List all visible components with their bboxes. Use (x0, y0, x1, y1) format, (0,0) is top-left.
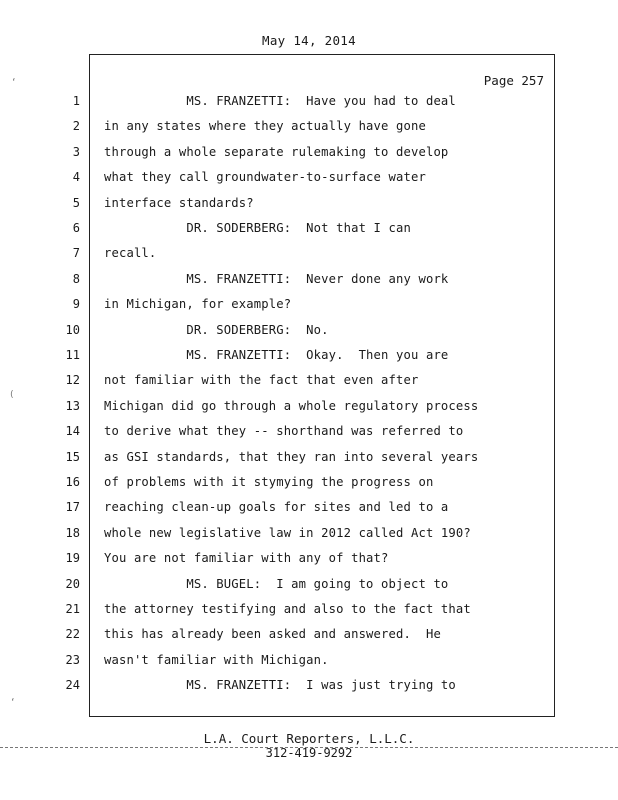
line-number: 22 (65, 627, 80, 642)
scan-speck: ‘ (11, 78, 17, 88)
line-text: of problems with it stymying the progress on (104, 475, 434, 489)
line-text: this has already been asked and answered. He (104, 627, 441, 642)
line-text: to derive what they -- shorthand was referred to (104, 424, 464, 439)
line-number: 20 (65, 576, 80, 591)
line-text: whole new legislative law in 2012 called Act 190? (104, 525, 471, 540)
line-number: 5 (72, 195, 80, 210)
line-text: MS. FRANZETTI: Never done any work (104, 271, 449, 286)
line-text: You are not familiar with any of that? (104, 551, 389, 566)
court-reporter-phone: 312-419-9292 (265, 746, 353, 760)
line-number: 11 (65, 348, 80, 362)
line-number: 6 (72, 221, 80, 235)
line-number: 9 (72, 297, 80, 312)
line-number: 10 (65, 322, 80, 337)
scan-speck: ‘ (10, 698, 16, 708)
line-text: as GSI standards, that they ran into several years (104, 449, 479, 464)
line-number: 16 (65, 475, 80, 489)
line-text: MS. FRANZETTI: Okay. Then you are (104, 348, 449, 362)
line-number: 18 (65, 525, 80, 540)
line-number: 24 (65, 678, 80, 693)
line-text: MS. FRANZETTI: I was just trying to (104, 678, 456, 693)
line-text: through a whole separate rulemaking to develop (104, 144, 449, 159)
line-text: reaching clean-up goals for sites and led to a (104, 500, 449, 515)
line-number: 14 (65, 424, 80, 439)
line-text: Michigan did go through a whole regulatory process (104, 398, 479, 413)
scan-speck: ( (9, 390, 15, 400)
court-reporter-name: L.A. Court Reporters, L.L.C. (203, 731, 415, 746)
line-text: DR. SODERBERG: Not that I can (104, 221, 411, 235)
line-number: 23 (65, 652, 80, 667)
line-text: MS. FRANZETTI: Have you had to deal (104, 94, 456, 108)
line-number: 7 (72, 246, 80, 261)
line-number: 15 (65, 449, 80, 464)
line-text: what they call groundwater-to-surface water (104, 170, 426, 185)
line-text: wasn't familiar with Michigan. (104, 652, 329, 667)
line-text: DR. SODERBERG: No. (104, 322, 329, 337)
line-number: 17 (65, 500, 80, 515)
transcript-date: May 14, 2014 (262, 33, 356, 48)
line-number: 12 (65, 373, 80, 388)
line-text: not familiar with the fact that even after (104, 373, 419, 388)
line-number: 4 (72, 170, 80, 185)
line-text: recall. (104, 246, 157, 261)
line-number: 19 (65, 551, 80, 566)
line-text: in Michigan, for example? (104, 297, 292, 312)
line-number: 3 (72, 144, 80, 159)
line-number: 1 (72, 94, 80, 108)
line-text: in any states where they actually have gone (104, 119, 426, 134)
page-number: Page 257 (483, 73, 544, 88)
line-text: interface standards? (104, 195, 254, 210)
line-number: 21 (65, 602, 80, 616)
line-text: the attorney testifying and also to the fact that (104, 602, 471, 616)
line-number: 13 (65, 398, 80, 413)
line-number: 8 (72, 271, 80, 286)
line-text: MS. BUGEL: I am going to object to (104, 576, 449, 591)
line-number: 2 (72, 119, 80, 134)
